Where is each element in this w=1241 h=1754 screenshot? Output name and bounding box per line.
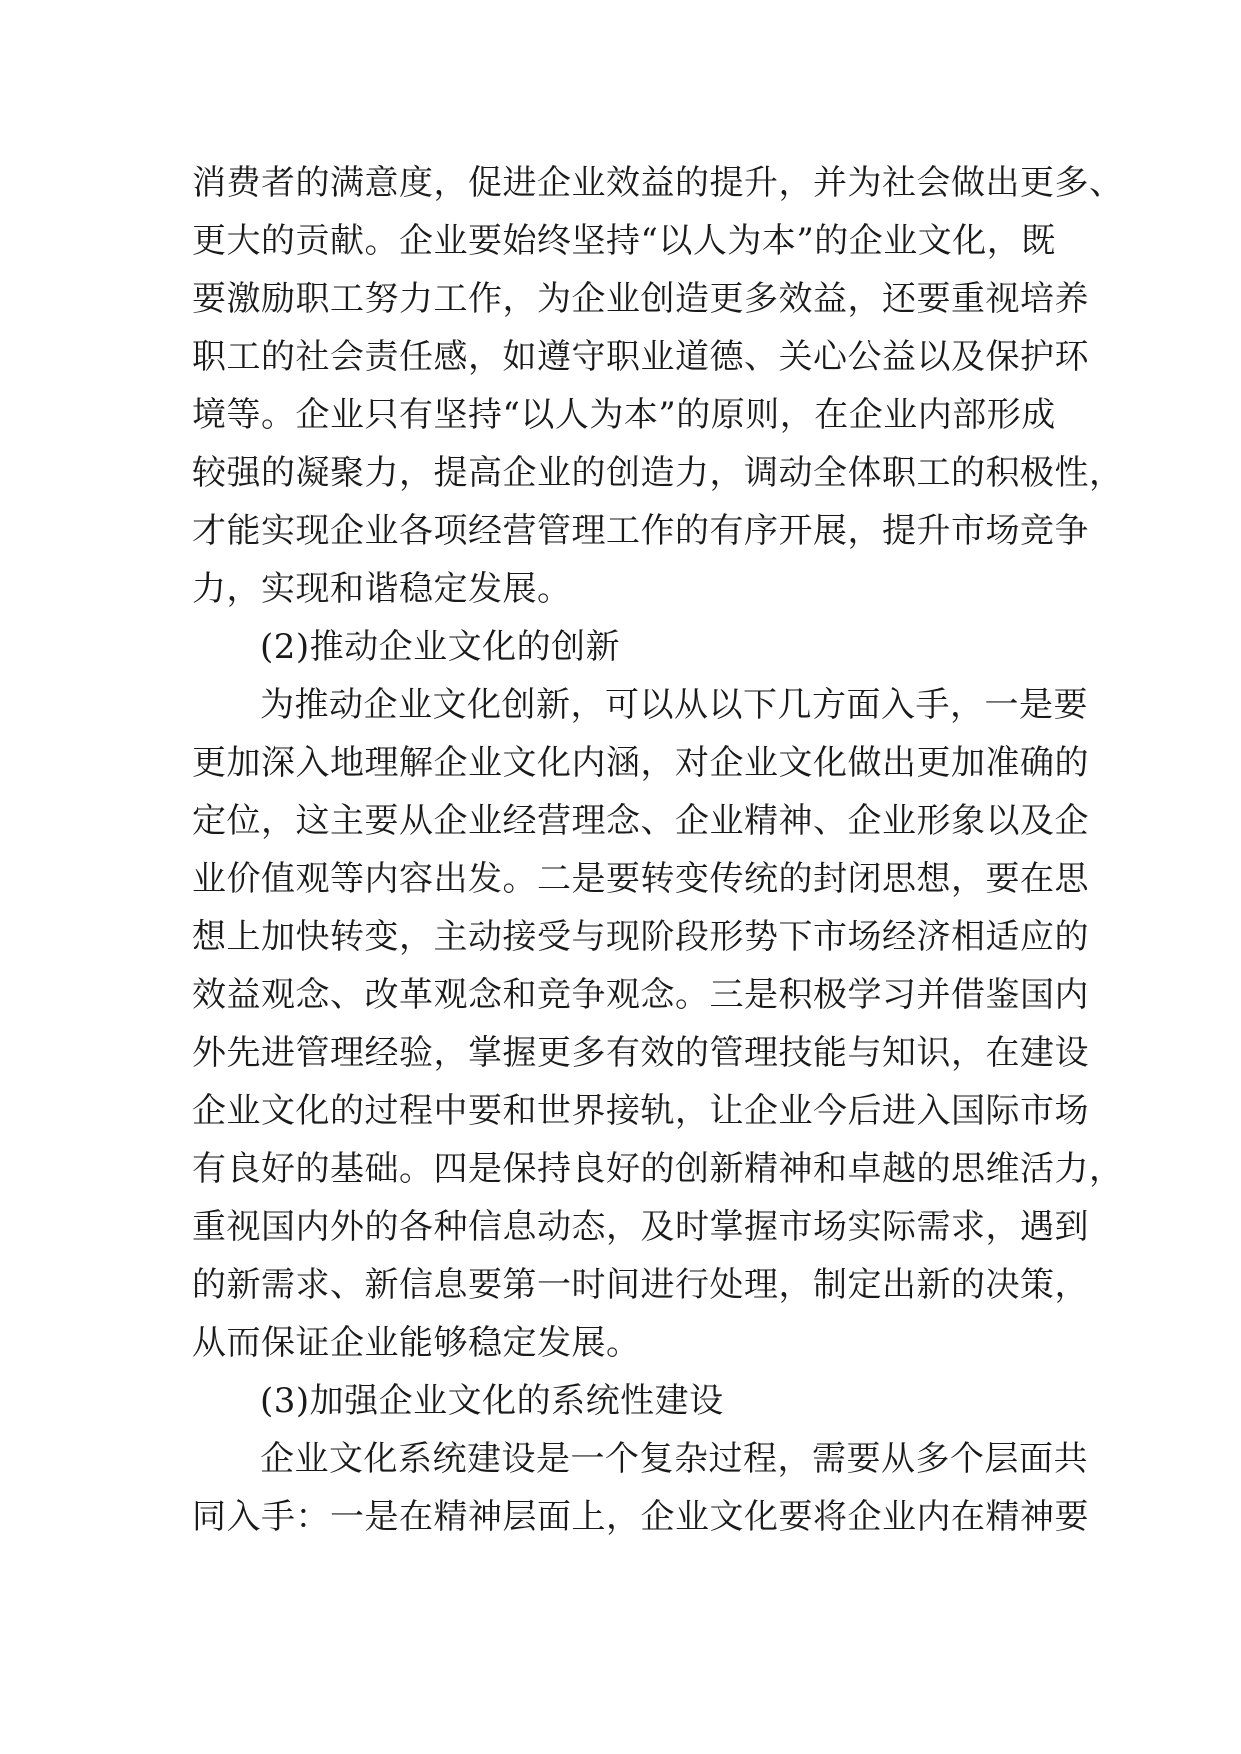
text-line: 要激励职工努力工作，为企业创造更多效益，还要重视培养 xyxy=(192,279,1089,319)
text-line: 较强的凝聚力，提高企业的创造力，调动全体职工的积极性， xyxy=(192,453,1124,493)
text-line: 想上加快转变，主动接受与现阶段形势下市场经济相适应的 xyxy=(192,917,1089,957)
text-line: 力，实现和谐稳定发展。 xyxy=(192,569,572,609)
paragraph-first-line: 为推动企业文化创新，可以从以下几方面入手，一是要 xyxy=(260,685,1088,725)
text-line: 更加深入地理解企业文化内涵，对企业文化做出更加准确的 xyxy=(192,743,1089,783)
text-line: 消费者的满意度，促进企业效益的提升，并为社会做出更多、 xyxy=(192,163,1124,203)
text-line: 职工的社会责任感，如遵守职业道德、关心公益以及保护环 xyxy=(192,337,1089,377)
section-heading: (3)加强企业文化的系统性建设 xyxy=(260,1381,724,1421)
text-line: 外先进管理经验，掌握更多有效的管理技能与知识，在建设 xyxy=(192,1033,1089,1073)
text-line: 定位，这主要从企业经营理念、企业精神、企业形象以及企 xyxy=(192,801,1089,841)
text-line: 业价值观等内容出发。二是要转变传统的封闭思想，要在思 xyxy=(192,859,1089,899)
text-line: 境等。企业只有坚持“以人为本”的原则，在企业内部形成 xyxy=(192,395,1056,435)
text-line: 的新需求、新信息要第一时间进行处理，制定出新的决策， xyxy=(192,1265,1089,1305)
text-line: 重视国内外的各种信息动态，及时掌握市场实际需求，遇到 xyxy=(192,1207,1089,1247)
text-line: 更大的贡献。企业要始终坚持“以人为本”的企业文化，既 xyxy=(192,221,1056,261)
paragraph-first-line: 企业文化系统建设是一个复杂过程，需要从多个层面共 xyxy=(260,1439,1088,1479)
section-heading: (2)推动企业文化的创新 xyxy=(260,627,621,667)
text-line: 才能实现企业各项经营管理工作的有序开展，提升市场竞争 xyxy=(192,511,1089,551)
text-line: 企业文化的过程中要和世界接轨，让企业今后进入国际市场 xyxy=(192,1091,1089,1131)
text-line: 从而保证企业能够稳定发展。 xyxy=(192,1323,641,1363)
text-line: 有良好的基础。四是保持良好的创新精神和卓越的思维活力， xyxy=(192,1149,1124,1189)
text-line: 同入手：一是在精神层面上，企业文化要将企业内在精神要 xyxy=(192,1497,1089,1537)
document-body xyxy=(192,154,1124,1546)
text-line: 效益观念、改革观念和竞争观念。三是积极学习并借鉴国内 xyxy=(192,975,1089,1015)
